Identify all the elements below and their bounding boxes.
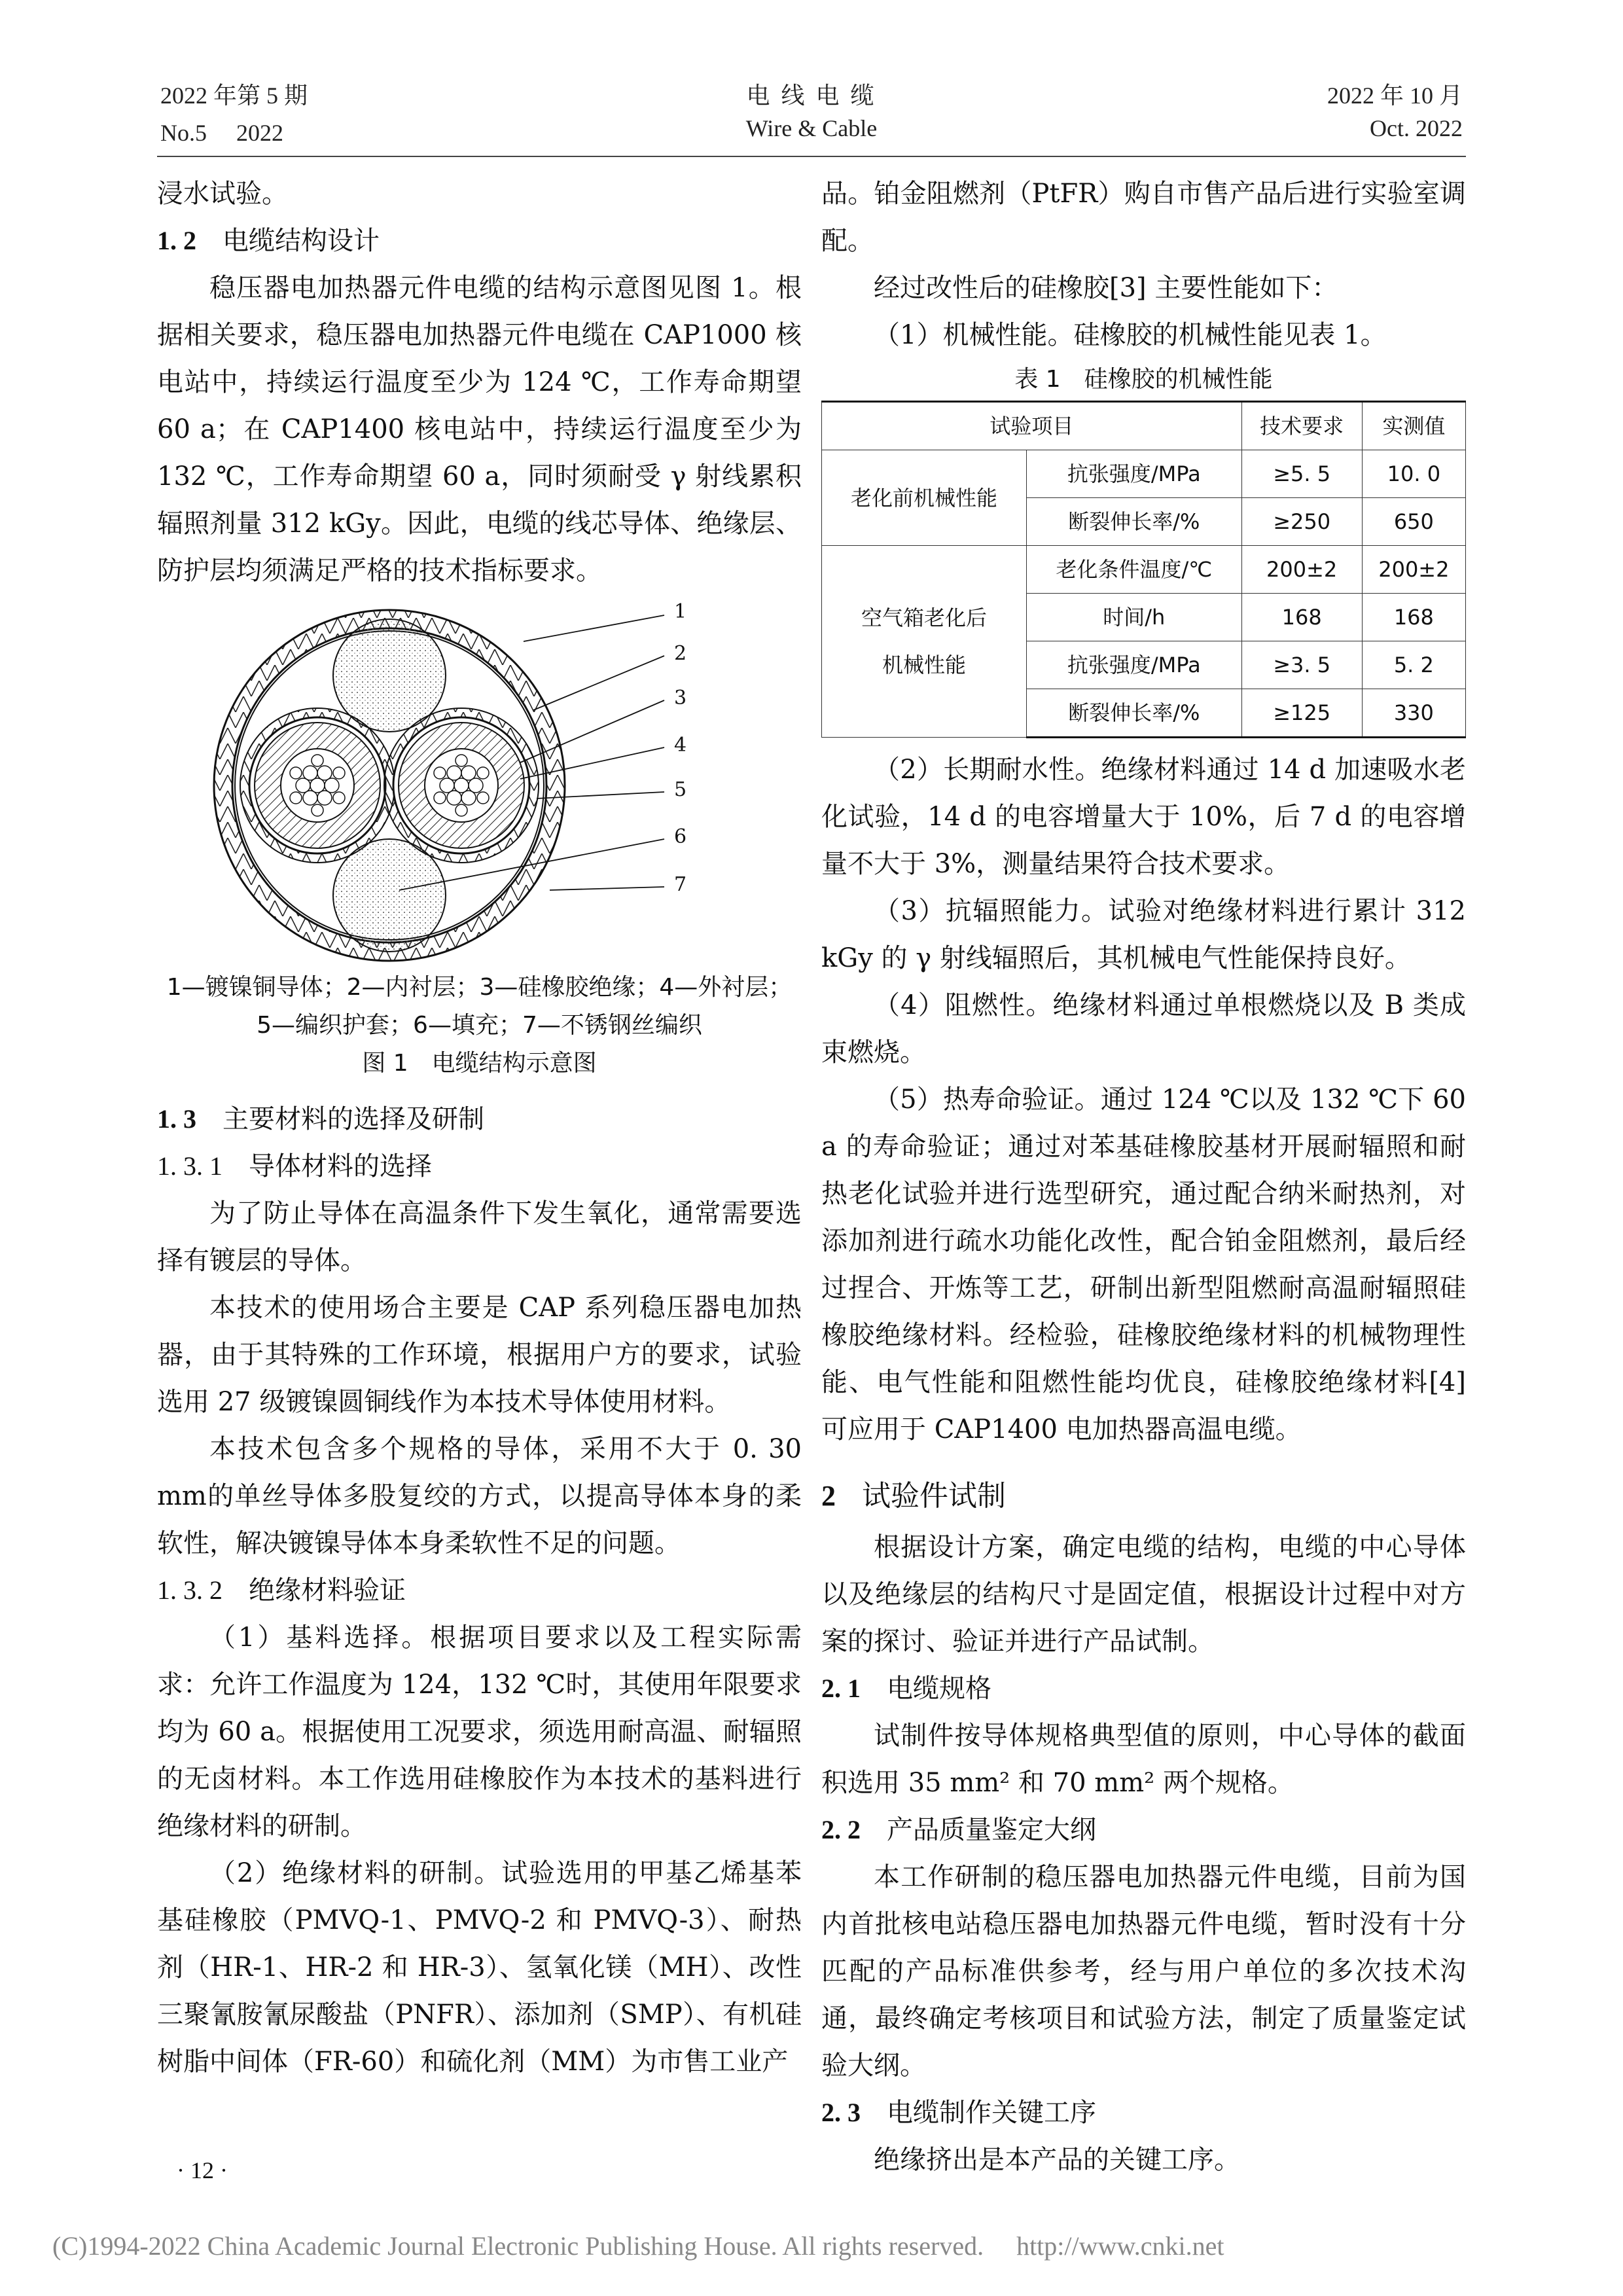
table-cell: ≥125 <box>1241 689 1362 738</box>
table-cell: 老化条件温度/℃ <box>1027 546 1242 594</box>
section-title: 试验件试制 <box>862 1479 1006 1513</box>
section-heading-1-2 <box>157 217 802 264</box>
page-number: · 12 · <box>177 2157 228 2183</box>
paragraph: 根据设计方案，确定电缆的结构，电缆的中心导体以及绝缘层的结构尺寸是固定值，根据设计过程中对方案的探讨、验证并进行产品试制。 <box>821 1532 1466 1657</box>
table-cell: 650 <box>1362 498 1465 546</box>
journal-issue-cn: 2022 年第 5 期 <box>160 82 308 109</box>
section-heading-2-1 <box>821 1665 1466 1712</box>
figure-label: 6 <box>674 825 687 848</box>
table-cell: ≥250 <box>1241 498 1362 546</box>
table-cell: 抗张强度/MPa <box>1027 450 1242 498</box>
copyright-footer: (C)1994-2022 China Academic Journal Electronic Publishing House. All rights reserved. http://www.cnki.net <box>52 2231 1224 2261</box>
cable-cross-section-diagram <box>157 602 802 969</box>
table-caption: 表 1 硅橡胶的机械性能 <box>1014 366 1273 393</box>
table-cell: ≥3. 5 <box>1241 641 1362 689</box>
paragraph: （2）绝缘材料的研制。试验选用的甲基乙烯基苯基硅橡胶（PMVQ-1、PMVQ-2 和 PMVQ-3）、耐热剂（HR-1、HR-2 和 HR-3）、氢氧化镁（MH）、改性三聚氰胺氰尿酸盐（PNFR）、添加剂（SMP）、有机硅树脂中间体（FR-60）和硫化剂（MM）为市售工业产 <box>157 1858 802 2077</box>
table-row <box>822 450 1466 498</box>
table-cell: 200±2 <box>1241 546 1362 594</box>
table-group-label: 空气箱老化后 <box>861 605 987 630</box>
table-cell: 330 <box>1362 689 1465 738</box>
table-header-cell: 技术要求 <box>1241 402 1362 450</box>
section-title: 电缆制作关键工序 <box>887 2098 1096 2128</box>
section-number: 2. 2 <box>821 1815 861 1844</box>
section-heading-2-2 <box>821 1806 1466 1854</box>
section-heading-1-3-1 <box>157 1143 802 1190</box>
paragraph: （4）阻燃性。绝缘材料通过单根燃烧以及 B 类成束燃烧。 <box>821 990 1466 1067</box>
section-heading-1-3 <box>157 1096 802 1143</box>
table-row <box>822 546 1466 594</box>
table-cell: ≥5. 5 <box>1241 450 1362 498</box>
section-number: 1. 3. 1 <box>157 1151 223 1181</box>
journal-title-cn: 电 线 电 缆 <box>746 82 877 109</box>
mechanical-properties-table <box>821 401 1466 738</box>
table-cell: 断裂伸长率/% <box>1027 498 1242 546</box>
left-column <box>157 170 802 2085</box>
section-number: 2. 3 <box>821 2098 861 2127</box>
journal-title-en: Wire & Cable <box>745 115 878 141</box>
section-title: 绝缘材料验证 <box>249 1575 406 1605</box>
section-number: 1. 3. 2 <box>157 1575 223 1605</box>
figure-label: 7 <box>674 873 687 896</box>
right-column <box>821 170 1466 2183</box>
table-cell: 200±2 <box>1362 546 1465 594</box>
paragraph: （5）热寿命验证。通过 124 ℃以及 132 ℃下 60 a 的寿命验证；通过对苯基硅橡胶基材开展耐辐照和耐热老化试验并进行选型研究，通过配合纳米耐热剂，对添加剂进行疏水功能化改性，配合铂金阻燃剂，最后经过捏合、开炼等工艺，研制出新型阻燃耐高温耐辐照硅橡胶绝缘材料。经检验，硅橡胶绝缘材料的机械物理性能、电气性能和阻燃性能均优良，硅橡胶绝缘材料[4] 可应用于 CAP1400 电加热器高温电缆。 <box>821 1085 1466 1444</box>
section-title: 电缆规格 <box>887 1674 991 1704</box>
journal-issue-en: No.5 2022 <box>160 120 283 146</box>
table-cell: 断裂伸长率/% <box>1027 689 1242 738</box>
table-group-label: 机械性能 <box>882 653 966 677</box>
table-cell: 10. 0 <box>1362 450 1465 498</box>
section-heading-1-3-2 <box>157 1567 802 1614</box>
paragraph: （2）长期耐水性。绝缘材料通过 14 d 加速吸水老化试验，14 d 的电容增量大于 10%，后 7 d 的电容增量不大于 3%，测量结果符合技术要求。 <box>821 755 1466 879</box>
table-cell: 168 <box>1241 594 1362 641</box>
table-cell: 168 <box>1362 594 1465 641</box>
section-heading-2 <box>821 1469 1466 1524</box>
figure-label: 4 <box>674 734 687 757</box>
issue-date-cn: 2022 年 10 月 <box>1327 82 1463 109</box>
figure-legend-line: 1—镀镍铜导体；2—内衬层；3—硅橡胶绝缘；4—外衬层； <box>166 974 793 1001</box>
paragraph: 本技术的使用场合主要是 CAP 系列稳压器电加热器，由于其特殊的工作环境，根据用户方的要求，试验选用 27 级镀镍圆铜线作为本技术导体使用材料。 <box>157 1293 802 1417</box>
table-cell: 时间/h <box>1027 594 1242 641</box>
section-title: 电缆结构设计 <box>223 226 380 256</box>
paragraph: （1）基料选择。根据项目要求以及工程实际需求：允许工作温度为 124，132 ℃时，其使用年限要求均为 60 a。根据使用工况要求，须选用耐高温、耐辐照的无卤材料。本工作选用硅橡胶作为本技术的基料进行绝缘材料的研制。 <box>157 1623 802 1841</box>
table-group-cell: 老化前机械性能 <box>822 450 1027 546</box>
section-title: 产品质量鉴定大纲 <box>887 1815 1096 1845</box>
figure-label: 2 <box>674 642 687 665</box>
section-number: 1. 3 <box>157 1104 196 1134</box>
paragraph: （3）抗辐照能力。试验对绝缘材料进行累计 312 kGy 的 γ 射线辐照后，其机械电气性能保持良好。 <box>821 896 1466 973</box>
paragraph: （1）机械性能。硅橡胶的机械性能见表 1。 <box>874 320 1387 350</box>
paragraph: 本技术包含多个规格的导体，采用不大于 0. 30 mm的单丝导体多股复绞的方式，以提高导体本身的柔软性，解决镀镍导体本身柔软性不足的问题。 <box>157 1434 802 1558</box>
paragraph: 为了防止导体在高温条件下发生氧化，通常需要选择有镀层的导体。 <box>157 1198 802 1276</box>
figure-label: 1 <box>674 600 687 623</box>
paragraph: 本工作研制的稳压器电加热器元件电缆，目前为国内首批核电站稳压器电加热器元件电缆，暂时没有十分匹配的产品标准供参考，经与用户单位的多次技术沟通，最终确定考核项目和试验方法，制定了质量鉴定试验大纲。 <box>821 1862 1466 2081</box>
section-number: 1. 2 <box>157 226 196 255</box>
paragraph: 稳压器电加热器元件电缆的结构示意图见图 1。根据相关要求，稳压器电加热器元件电缆在 CAP1000 核电站中，持续运行温度至少为 124 ℃，工作寿命期望 60 a；在 CAP1400 核电站中，持续运行温度至少为 132 ℃，工作寿命期望 60 a，同时须耐受 γ 射线累积辐照剂量 312 kGy。因此，电缆的线芯导体、绝缘层、防护层均须满足严格的技术指标要求。 <box>157 273 802 586</box>
figure-caption: 图 1 电缆结构示意图 <box>362 1050 597 1077</box>
paragraph: 试制件按导体规格典型值的原则，中心导体的截面积选用 35 mm² 和 70 mm² 两个规格。 <box>821 1721 1466 1798</box>
figure-cable-structure <box>157 602 802 969</box>
figure-legend-line: 5—编织护套；6—填充；7—不锈钢丝编织 <box>257 1012 702 1039</box>
paragraph: 浸水试验。 <box>157 179 288 209</box>
paragraph: 绝缘挤出是本产品的关键工序。 <box>874 2145 1240 2175</box>
section-number: 2. 1 <box>821 1674 861 1703</box>
section-title: 主要材料的选择及研制 <box>223 1104 484 1134</box>
table-header-cell: 试验项目 <box>822 402 1242 450</box>
section-number: 2 <box>821 1480 836 1512</box>
section-heading-2-3 <box>821 2089 1466 2136</box>
table-header-row <box>822 402 1466 450</box>
table-group-cell <box>822 546 1027 738</box>
figure-label: 3 <box>674 687 687 709</box>
figure-label: 5 <box>674 778 687 801</box>
paragraph: 品。铂金阻燃剂（PtFR）购自市售产品后进行实验室调配。 <box>821 179 1466 256</box>
paragraph: 经过改性后的硅橡胶[3] 主要性能如下： <box>874 273 1338 303</box>
section-title: 导体材料的选择 <box>249 1151 432 1181</box>
table-cell: 5. 2 <box>1362 641 1465 689</box>
table-header-cell: 实测值 <box>1362 402 1465 450</box>
table-cell: 抗张强度/MPa <box>1027 641 1242 689</box>
header-rule <box>157 156 1466 157</box>
issue-date-en: Oct. 2022 <box>1370 115 1463 141</box>
